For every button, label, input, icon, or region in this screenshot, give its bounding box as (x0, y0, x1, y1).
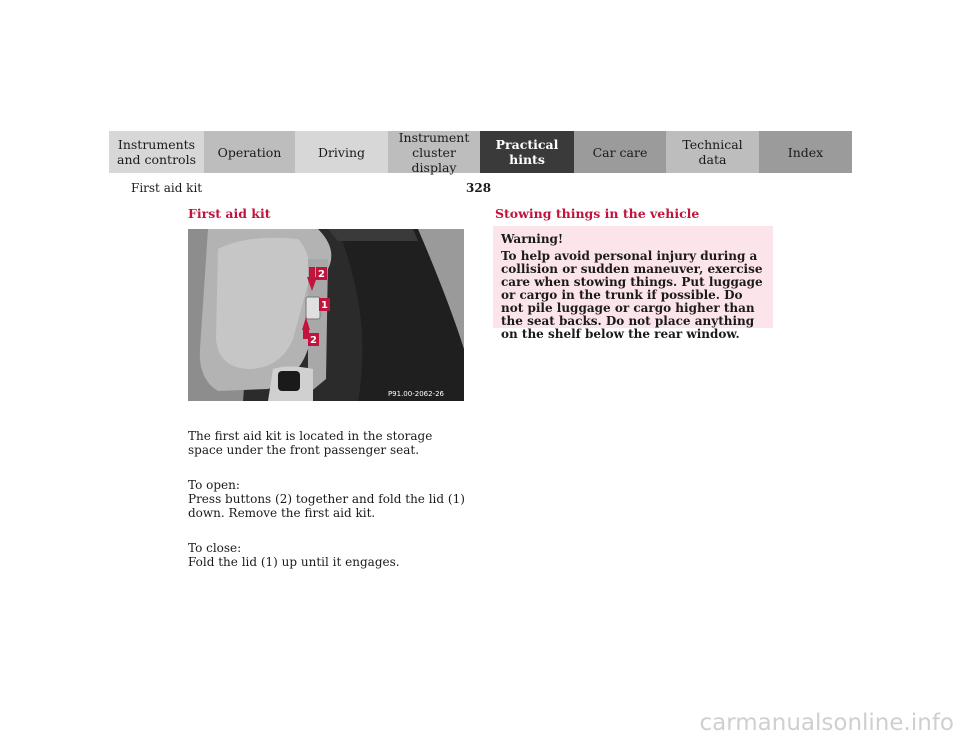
paragraph-to-open: To open: Press buttons (2) together and fold the lid (1) down. Remove the first aid kit. (188, 478, 465, 520)
section-heading-stowing: Stowing things in the vehicle (495, 206, 700, 221)
warning-title: Warning! (501, 232, 564, 246)
watermark: carmanualsonline.info (699, 710, 954, 736)
warning-box (493, 226, 773, 341)
seat-illustration (188, 229, 464, 401)
callout-2-bottom: 2 (310, 335, 317, 346)
tab-instruments-and-controls[interactable]: Instruments and controls (109, 131, 204, 173)
callout-2-top: 2 (318, 269, 325, 280)
tab-driving[interactable]: Driving (295, 131, 388, 173)
tab-operation[interactable]: Operation (204, 131, 295, 173)
tab-technical-data[interactable]: Technical data (666, 131, 759, 173)
warning-text: To help avoid personal injury during a collision or sudden maneuver, exercise care when stowing things. Put luggage or cargo in the trunk if possible. Do not pile luggage or cargo higher than the seat backs. Do not place anything on the shelf below the rear window. (501, 249, 763, 341)
first-aid-kit-instructions (188, 415, 470, 590)
page-number: 328 (466, 181, 492, 195)
section-heading-first-aid-kit: First aid kit (188, 206, 271, 221)
paragraph-location: The first aid kit is located in the storage space under the front passenger seat. (188, 429, 433, 457)
section-tabs (109, 131, 852, 173)
first-aid-kit-illustration (188, 229, 464, 401)
tab-car-care[interactable]: Car care (574, 131, 666, 173)
running-head: First aid kit (131, 181, 203, 195)
tab-instrument-cluster-display[interactable]: Instrument cluster display (388, 131, 480, 173)
callout-1: 1 (321, 300, 328, 311)
paragraph-to-close: To close: Fold the lid (1) up until it engages. (188, 541, 400, 569)
tab-index[interactable]: Index (759, 131, 852, 173)
figure-code: P91.00-2062-26 (387, 390, 444, 398)
tab-practical-hints[interactable]: Practical hints (480, 131, 574, 173)
